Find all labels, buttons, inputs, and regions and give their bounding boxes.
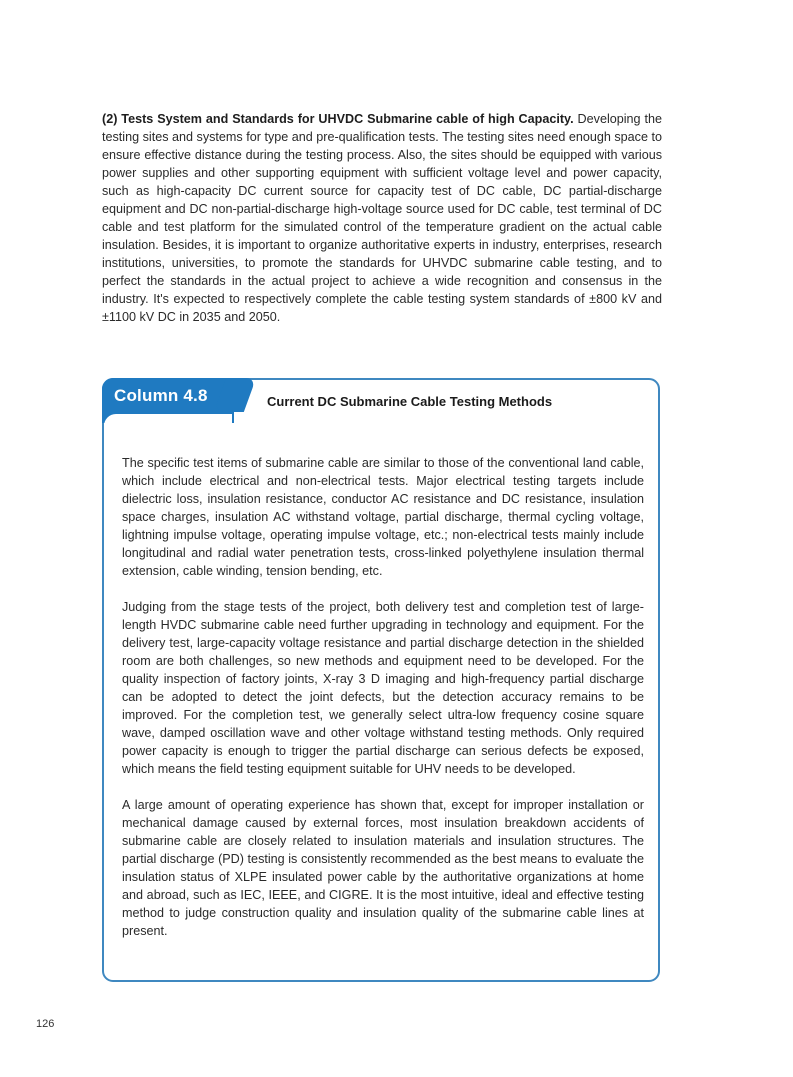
intro-paragraph <box>102 110 662 326</box>
column-paragraph: The specific test items of submarine cable are similar to those of the conventional land cable, which include electrical and non-electrical tests. Major electrical testing targets include dielectric loss, insulation resistance, conductor AC resistance and DC resistance, insulation space charges, insulation AC withstand voltage, partial discharge, thermal cycling voltage, lightning impulse voltage, operating impulse voltage, etc.; non-electrical tests mainly include longitudinal and radial water penetration tests, cross-linked polyethylene insulation thermal extension, cable winding, tension bending, etc. <box>122 456 644 578</box>
column-body <box>122 454 644 958</box>
column-paragraph: Judging from the stage tests of the project, both delivery test and completion test of large-length HVDC submarine cable need further upgrading in technology and equipment. For the delivery test, large-capacity voltage resistance and partial discharge detection in the shielded room are both challenges, so new methods and equipment need to be developed. For the quality inspection of factory joints, X-ray 3 D imaging and high-frequency partial discharge can be adopted to detect the joint defects, but the detection accuracy remains to be improved. For the completion test, we generally select ultra-low frequency cosine square wave, damped oscillation wave and other voltage withstand testing methods. Only required power capacity is enough to trigger the partial discharge can serious defects be exposed, which means the field testing equipment suitable for UHV needs to be developed. <box>122 600 644 776</box>
column-paragraph: A large amount of operating experience has shown that, except for improper installation or mechanical damage caused by external forces, most insulation breakdown accidents of submarine cable are closely related to insulation materials and insulation structures. The partial discharge (PD) testing is consistently recommended as the best means to evaluate the insulation status of XLPE insulated power cable by the authoritative organizations at home and abroad, such as IEC, IEEE, and CIGRE. It is the most intuitive, ideal and effective testing method to judge construction quality and insulation quality of the submarine cable lines at present. <box>122 798 644 938</box>
page-number: 126 <box>36 1018 55 1030</box>
intro-heading: (2) Tests System and Standards for UHVDC Submarine cable of high Capacity. <box>102 112 574 126</box>
intro-text: Developing the testing sites and systems for type and pre-qualification tests. The testing sites need enough space to ensure effective distance during the testing process. Also, the sites should be equipped with various power supplies and other supporting equipment with sufficient voltage level and power capacity, such as high-capacity DC current source for capacity test of DC cable, DC partial-discharge equipment and DC non-partial-discharge high-voltage source used for DC cable, test terminal of DC cable and test platform for the simulated control of the temperature gradient on the actual cable insulation. Besides, it is important to organize authoritative experts in industry, enterprises, research institutions, universities, to promote the standards for UHVDC submarine cable testing, and to perfect the standards in the actual project to achieve a wide recognition and consensus in the industry. It's expected to respectively complete the cable testing system standards of ±800 kV and ±1100 kV DC in 2035 and 2050. <box>102 112 662 324</box>
column-label: Column 4.8 <box>114 386 208 405</box>
column-tab-notch <box>104 414 232 428</box>
column-title: Current DC Submarine Cable Testing Methods <box>267 394 553 409</box>
column-box <box>102 378 660 982</box>
